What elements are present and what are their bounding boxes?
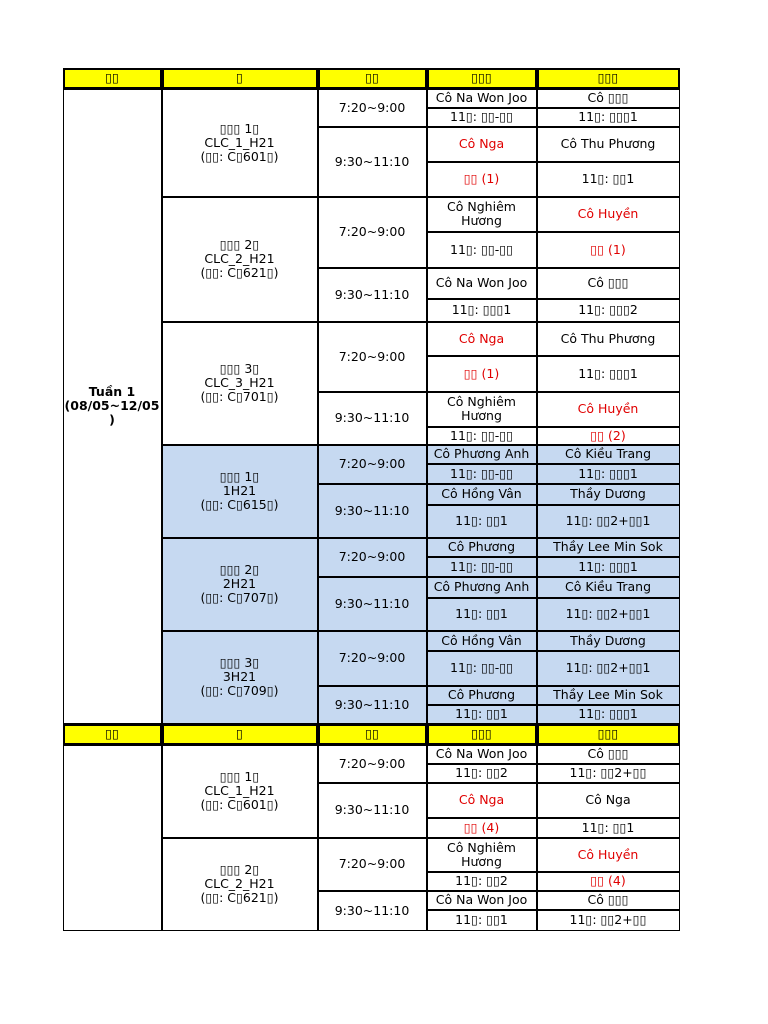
time-slot: 9:30~11:10 [318, 577, 427, 631]
time-slot: 7:20~9:00 [318, 745, 427, 783]
header-teacher-1: ▯▯▯ [427, 68, 537, 89]
week-label: Tuần 1 (08/05~12/05 ) [63, 89, 162, 724]
header-teacher-2: ▯▯▯ [537, 68, 680, 89]
teacher-cell: Cô Nghiêm Hương [427, 392, 537, 427]
teacher-cell: 11▯: ▯▯-▯▯ [427, 108, 537, 127]
teacher-cell: Cô Phương Anh [427, 445, 537, 464]
teacher-cell: Cô ▯▯▯ [537, 891, 680, 910]
time-slot: 7:20~9:00 [318, 631, 427, 686]
week-label [63, 745, 162, 931]
class-name: ▯▯▯ 1▯ CLC_1_H21 (▯▯: C▯601▯) [162, 745, 318, 838]
class-name: ▯▯▯ 2▯ 2H21 (▯▯: C▯707▯) [162, 538, 318, 631]
teacher-cell: Cô Na Won Joo [427, 89, 537, 108]
header-time: ▯▯ [318, 68, 427, 89]
teacher-cell: Cô ▯▯▯ [537, 89, 680, 108]
teacher-cell: 11▯: ▯▯▯1 [537, 464, 680, 484]
teacher-cell: 11▯: ▯▯▯1 [537, 705, 680, 724]
header-class: ▯ [162, 68, 318, 89]
teacher-cell: 11▯: ▯▯-▯▯ [427, 651, 537, 686]
teacher-cell: Cô ▯▯▯ [537, 268, 680, 299]
time-slot: 9:30~11:10 [318, 686, 427, 724]
teacher-cell: 11▯: ▯▯▯1 [537, 108, 680, 127]
header-teacher-2: ▯▯▯ [537, 724, 680, 745]
time-slot: 9:30~11:10 [318, 783, 427, 838]
teacher-cell: ▯▯ (1) [537, 232, 680, 268]
time-slot: 7:20~9:00 [318, 838, 427, 891]
header-week: ▯▯ [63, 68, 162, 89]
teacher-cell: Thầy Dương [537, 484, 680, 505]
teacher-cell: Cô Hồng Vân [427, 631, 537, 651]
teacher-cell: Cô Na Won Joo [427, 745, 537, 764]
teacher-cell: ▯▯ (4) [427, 818, 537, 838]
teacher-cell: 11▯: ▯▯-▯▯ [427, 232, 537, 268]
teacher-cell: Cô Phương [427, 686, 537, 705]
header-teacher-1: ▯▯▯ [427, 724, 537, 745]
teacher-cell: Cô Nga [427, 127, 537, 162]
class-name: ▯▯▯ 2▯ CLC_2_H21 (▯▯: C▯621▯) [162, 197, 318, 322]
teacher-cell: 11▯: ▯▯-▯▯ [427, 464, 537, 484]
teacher-cell: 11▯: ▯▯2 [427, 764, 537, 783]
time-slot: 9:30~11:10 [318, 392, 427, 445]
header-class: ▯ [162, 724, 318, 745]
teacher-cell: Cô Nghiêm Hương [427, 197, 537, 232]
time-slot: 7:20~9:00 [318, 89, 427, 127]
teacher-cell: 11▯: ▯▯-▯▯ [427, 557, 537, 577]
teacher-cell: Thầy Dương [537, 631, 680, 651]
teacher-cell: Thầy Lee Min Sok [537, 538, 680, 557]
teacher-cell: 11▯: ▯▯2+▯▯ [537, 764, 680, 783]
teacher-cell: ▯▯ (4) [537, 872, 680, 891]
class-name: ▯▯▯ 1▯ CLC_1_H21 (▯▯: C▯601▯) [162, 89, 318, 197]
teacher-cell: Cô Nghiêm Hương [427, 838, 537, 872]
teacher-cell: Cô Phương Anh [427, 577, 537, 598]
time-slot: 9:30~11:10 [318, 127, 427, 197]
class-name: ▯▯▯ 3▯ 3H21 (▯▯: C▯709▯) [162, 631, 318, 724]
teacher-cell: Thầy Lee Min Sok [537, 686, 680, 705]
teacher-cell: 11▯: ▯▯2+▯▯1 [537, 651, 680, 686]
teacher-cell: Cô Nga [427, 322, 537, 356]
teacher-cell: 11▯: ▯▯1 [427, 598, 537, 631]
teacher-cell: 11▯: ▯▯▯1 [537, 557, 680, 577]
teacher-cell: Cô Huyền [537, 838, 680, 872]
teacher-cell: 11▯: ▯▯1 [537, 818, 680, 838]
teacher-cell: Cô Thu Phương [537, 322, 680, 356]
teacher-cell: Cô Phương [427, 538, 537, 557]
teacher-cell: Cô Kiều Trang [537, 445, 680, 464]
teacher-cell: ▯▯ (1) [427, 162, 537, 197]
teacher-cell: 11▯: ▯▯1 [427, 505, 537, 538]
teacher-cell: ▯▯ (1) [427, 356, 537, 392]
class-name: ▯▯▯ 2▯ CLC_2_H21 (▯▯: C▯621▯) [162, 838, 318, 931]
teacher-cell: 11▯: ▯▯1 [427, 910, 537, 931]
class-name: ▯▯▯ 1▯ 1H21 (▯▯: C▯615▯) [162, 445, 318, 538]
teacher-cell: 11▯: ▯▯2+▯▯ [537, 910, 680, 931]
teacher-cell: Cô Nga [427, 783, 537, 818]
class-name: ▯▯▯ 3▯ CLC_3_H21 (▯▯: C▯701▯) [162, 322, 318, 445]
time-slot: 7:20~9:00 [318, 445, 427, 484]
teacher-cell: 11▯: ▯▯2+▯▯1 [537, 505, 680, 538]
time-slot: 9:30~11:10 [318, 484, 427, 538]
teacher-cell: Cô Na Won Joo [427, 268, 537, 299]
teacher-cell: 11▯: ▯▯1 [427, 705, 537, 724]
teacher-cell: Cô Thu Phương [537, 127, 680, 162]
time-slot: 9:30~11:10 [318, 891, 427, 931]
teacher-cell: 11▯: ▯▯2+▯▯1 [537, 598, 680, 631]
teacher-cell: 11▯: ▯▯▯1 [427, 299, 537, 322]
teacher-cell: Cô ▯▯▯ [537, 745, 680, 764]
teacher-cell: Cô Huyền [537, 197, 680, 232]
teacher-cell: 11▯: ▯▯▯2 [537, 299, 680, 322]
time-slot: 7:20~9:00 [318, 538, 427, 577]
teacher-cell: 11▯: ▯▯-▯▯ [427, 427, 537, 445]
time-slot: 9:30~11:10 [318, 268, 427, 322]
header-week: ▯▯ [63, 724, 162, 745]
teacher-cell: ▯▯ (2) [537, 427, 680, 445]
teacher-cell: Cô Huyền [537, 392, 680, 427]
teacher-cell: Cô Nga [537, 783, 680, 818]
teacher-cell: Cô Na Won Joo [427, 891, 537, 910]
teacher-cell: 11▯: ▯▯2 [427, 872, 537, 891]
time-slot: 7:20~9:00 [318, 197, 427, 268]
time-slot: 7:20~9:00 [318, 322, 427, 392]
teacher-cell: 11▯: ▯▯1 [537, 162, 680, 197]
teacher-cell: Cô Hồng Vân [427, 484, 537, 505]
teacher-cell: 11▯: ▯▯▯1 [537, 356, 680, 392]
header-time: ▯▯ [318, 724, 427, 745]
teacher-cell: Cô Kiều Trang [537, 577, 680, 598]
